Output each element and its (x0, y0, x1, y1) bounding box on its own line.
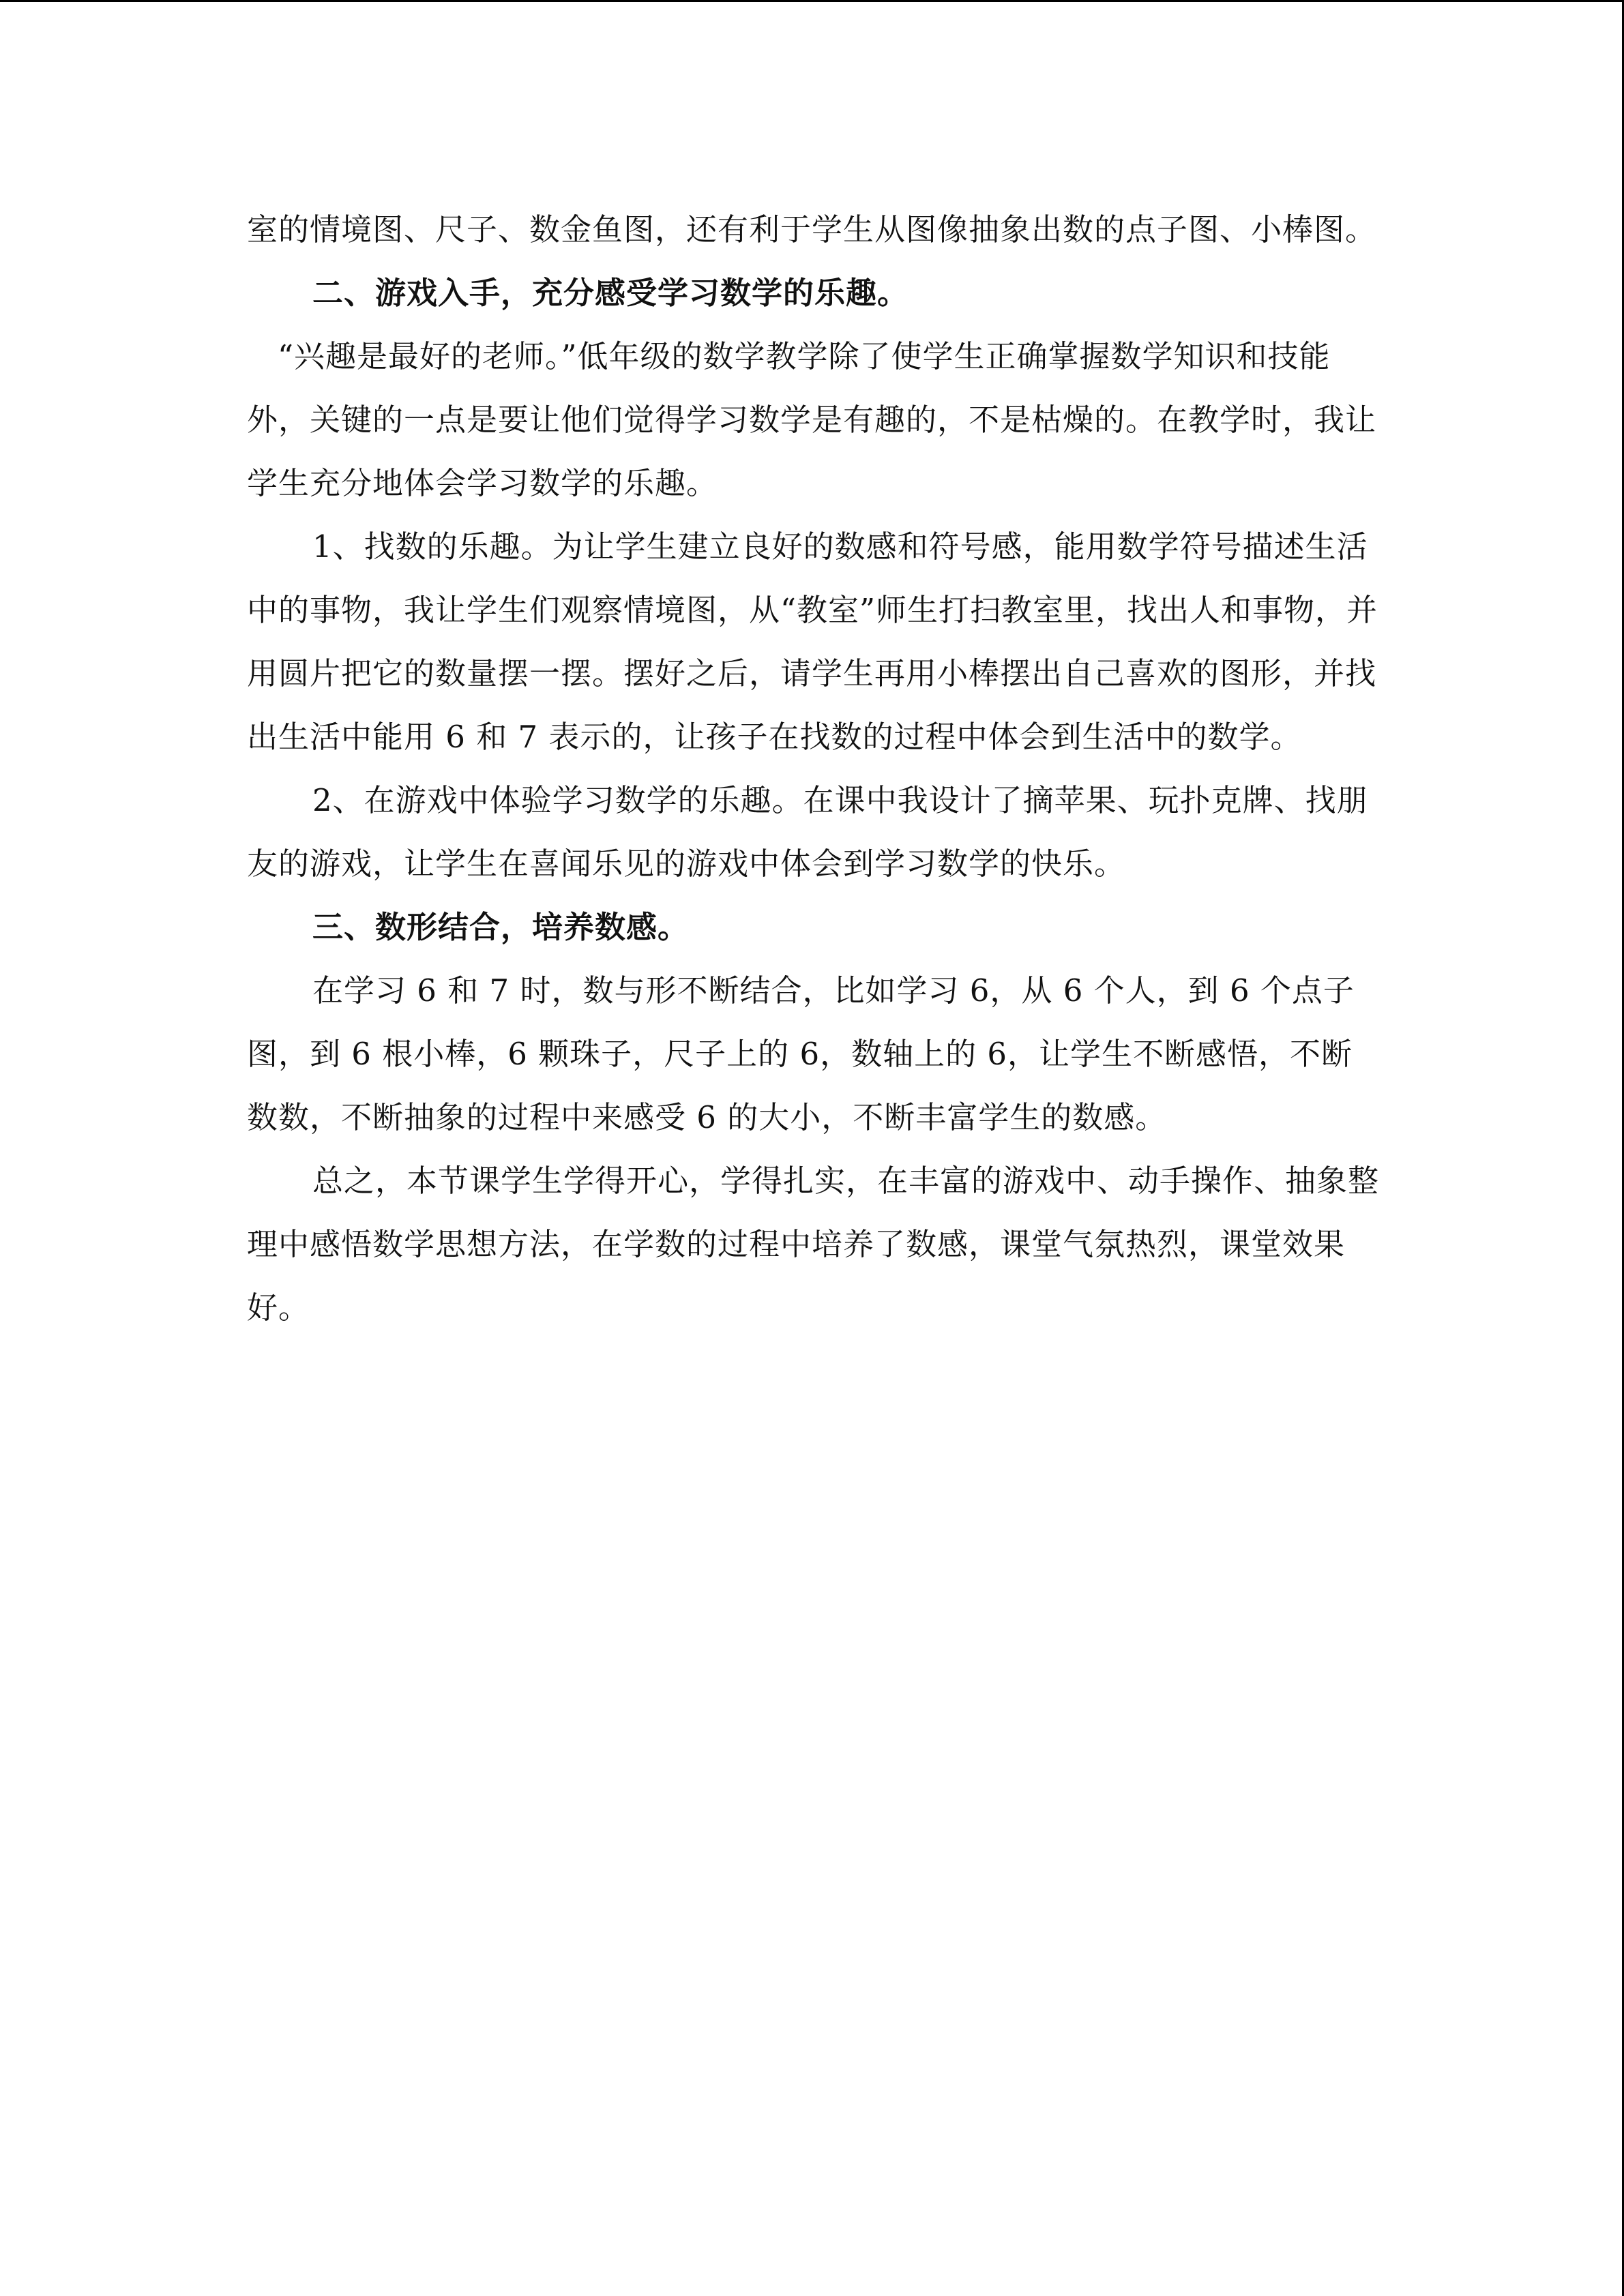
paragraph-interest-quote: “兴趣是最好的老师。”低年级的数学教学除了使学生正确掌握数学知识和技能外，关键的一点是要让他们觉得学习数学是有趣的，不是枯燥的。在教学时，我让学生充分地体会学习数学的乐趣。 (247, 338, 1377, 501)
paragraph-find-numbers: 1、找数的乐趣。为让学生建立良好的数感和符号感，能用数学符号描述生活中的事物，我让学生们观察情境图，从“教室”师生打扫教室里，找出人和事物，并用圆片把它的数量摆一摆。摆好之后，请学生再用小棒摆出自己喜欢的图形，并找出生活中能用 6 和 7 表示的，让孩子在找数的过程中体会到生活中的数学。 (247, 528, 1378, 755)
document-body (247, 198, 1379, 1339)
paragraph-number-shape: 在学习 6 和 7 时，数与形不断结合，比如学习 6，从 6 个人，到 6 个点子图，到 6 根小棒，6 颗珠子，尺子上的 6，数轴上的 6，让学生不断感悟，不断数数，不断抽象的过程中来感受 6 的大小，不断丰富学生的数感。 (247, 972, 1355, 1135)
section-heading-2: 二、游戏入手，充分感受学习数学的乐趣。 (312, 275, 909, 311)
page-top-border (0, 0, 1624, 2)
paragraph-summary: 总之，本节课学生学得开心，学得扎实，在丰富的游戏中、动手操作、抽象整理中感悟数学思想方法，在学数的过程中培养了数感，课堂气氛热烈，课堂效果好。 (247, 1163, 1380, 1326)
section-heading-3: 三、数形结合，培养数感。 (312, 909, 690, 945)
paragraph-continuation: 室的情境图、尺子、数金鱼图，还有利于学生从图像抽象出数的点子图、小棒图。 (247, 211, 1377, 248)
paragraph-game-experience: 2、在游戏中体验学习数学的乐趣。在课中我设计了摘苹果、玩扑克牌、找朋友的游戏，让学生在喜闻乐见的游戏中体会到学习数学的快乐。 (247, 782, 1368, 882)
